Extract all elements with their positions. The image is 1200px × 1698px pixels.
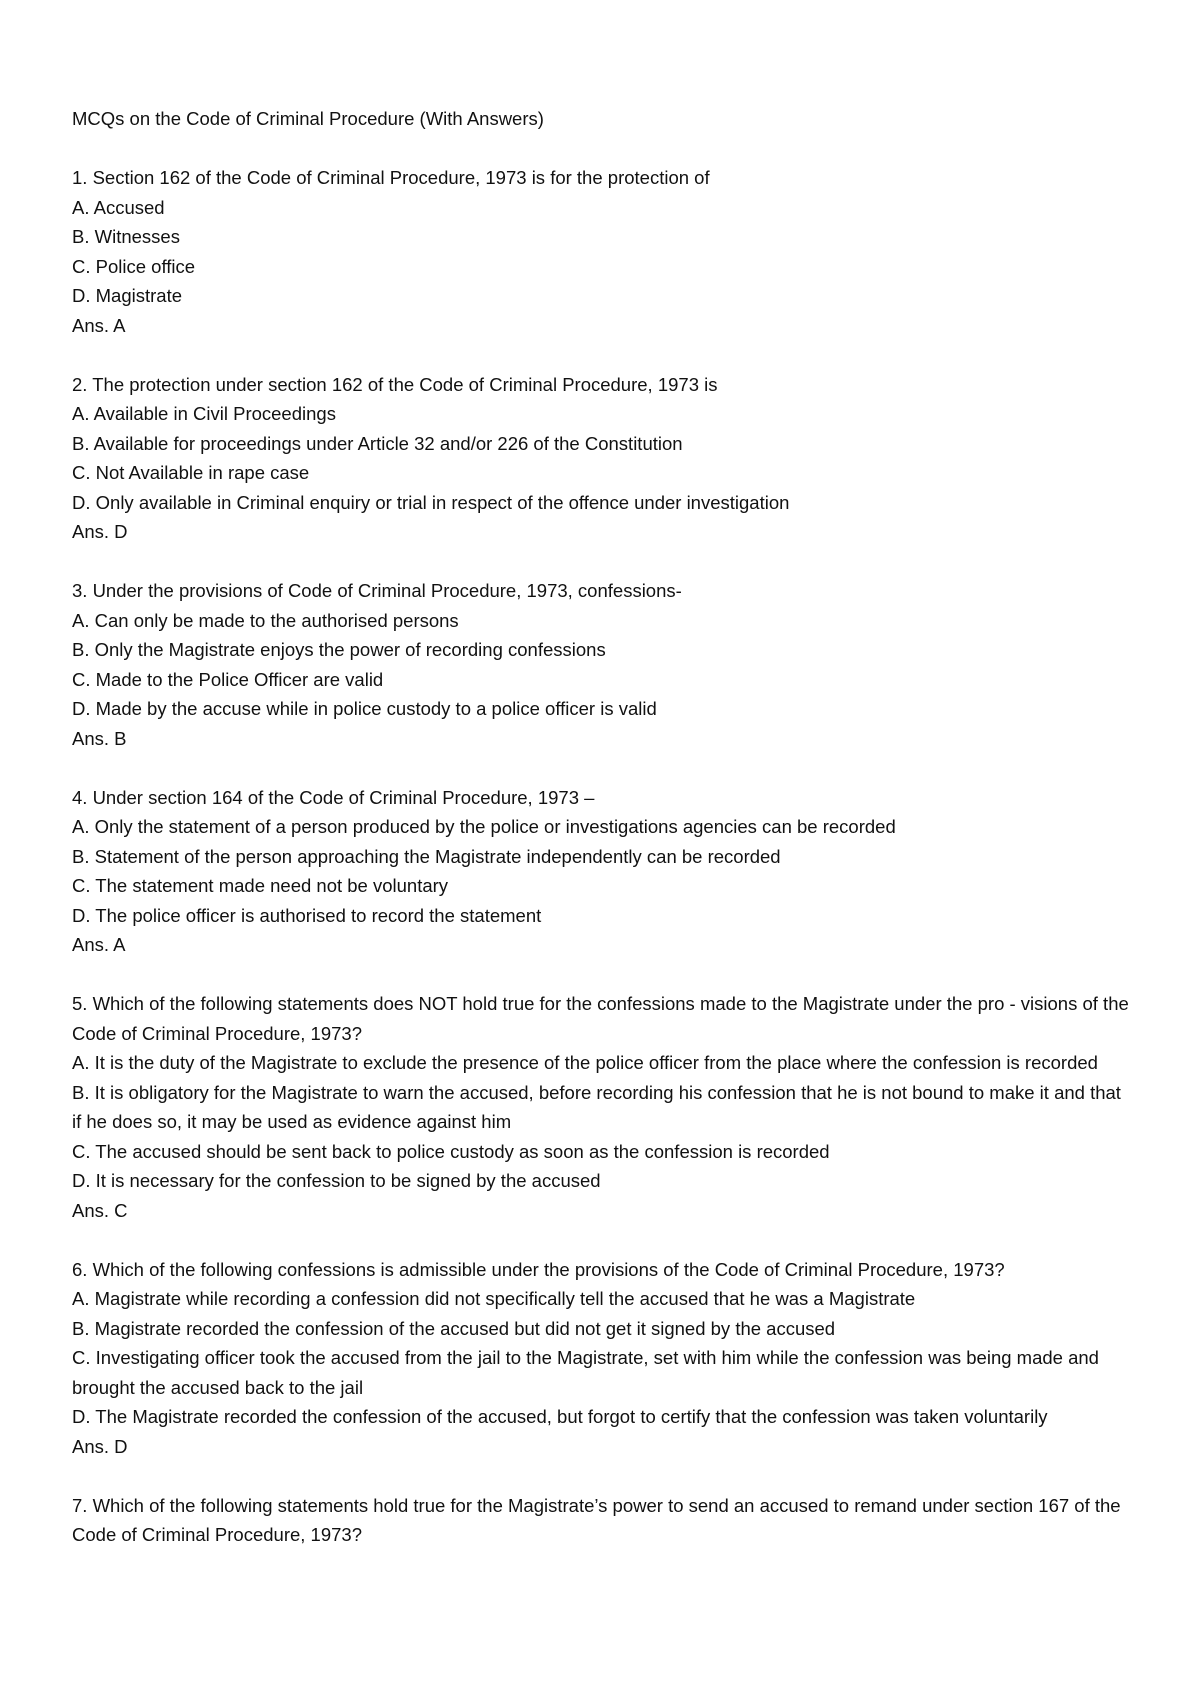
option-c: C. The accused should be sent back to police custody as soon as the confession is recorded xyxy=(72,1140,830,1162)
answer: Ans. B xyxy=(72,727,127,749)
option-a: A. It is the duty of the Magistrate to exclude the presence of the police officer from the place where the confession is recorded xyxy=(72,1052,1098,1073)
option-c: C. Investigating officer took the accused from the jail to the Magistrate, set with him while the confession was being made and brought the accused back to the jail xyxy=(72,1347,1099,1398)
question-7 xyxy=(72,1491,1132,1550)
question-text: 7. Which of the following statements hold true for the Magistrate’s power to send an accused to remand under section 167 of the Code of Criminal Procedure, 1973? xyxy=(72,1494,1121,1545)
answer: Ans. D xyxy=(72,1435,128,1457)
question-1 xyxy=(72,163,1132,340)
option-a: A. Accused xyxy=(72,196,165,218)
option-b: B. Statement of the person approaching the Magistrate independently can be recorded xyxy=(72,845,781,867)
option-b: B. Magistrate recorded the confession of the accused but did not get it signed by the accused xyxy=(72,1317,836,1339)
question-4 xyxy=(72,783,1132,960)
question-5 xyxy=(72,989,1132,1225)
option-d: D. Magistrate xyxy=(72,285,183,306)
option-b: B. Only the Magistrate enjoys the power of recording confessions xyxy=(72,639,606,660)
option-d: D. Made by the accuse while in police custody to a police officer is valid xyxy=(72,698,657,719)
option-c: C. Police office xyxy=(72,255,196,277)
option-d: D. The police officer is authorised to record the statement xyxy=(72,904,542,926)
question-6 xyxy=(72,1255,1132,1462)
option-c: C. Made to the Police Officer are valid xyxy=(72,668,384,690)
question-text: 3. Under the provisions of Code of Criminal Procedure, 1973, confessions- xyxy=(72,580,682,601)
option-c: C. The statement made need not be voluntary xyxy=(72,875,449,896)
question-text: 2. The protection under section 162 of the Code of Criminal Procedure, 1973 is xyxy=(72,373,718,395)
question-text: 4. Under section 164 of the Code of Criminal Procedure, 1973 – xyxy=(72,786,595,808)
answer: Ans. C xyxy=(72,1199,128,1221)
answer: Ans. D xyxy=(72,521,128,542)
option-b: B. Available for proceedings under Article 32 and/or 226 of the Constitution xyxy=(72,432,683,454)
option-a: A. Only the statement of a person produced by the police or investigations agencies can be recorded xyxy=(72,816,896,837)
question-text: 6. Which of the following confessions is admissible under the provisions of the Code of Criminal Procedure, 1973? xyxy=(72,1258,1005,1280)
option-a: A. Can only be made to the authorised persons xyxy=(72,609,459,631)
question-3 xyxy=(72,576,1132,753)
option-c: C. Not Available in rape case xyxy=(72,462,310,483)
option-d: D. The Magistrate recorded the confession of the accused, but forgot to certify that the confession was taken voluntarily xyxy=(72,1406,1048,1427)
question-text: 1. Section 162 of the Code of Criminal Procedure, 1973 is for the protection of xyxy=(72,167,710,188)
option-b: B. It is obligatory for the Magistrate to warn the accused, before recording his confession that he is not bound to make it and that if he does so, it may be used as evidence against him xyxy=(72,1081,1121,1132)
option-a: A. Available in Civil Proceedings xyxy=(72,403,336,424)
option-a: A. Magistrate while recording a confession did not specifically tell the accused that he was a Magistrate xyxy=(72,1288,916,1309)
document-page xyxy=(72,104,1132,1579)
question-text: 5. Which of the following statements does NOT hold true for the confessions made to the Magistrate under the pro - visions of the Code of Criminal Procedure, 1973? xyxy=(72,993,1129,1044)
option-d: D. It is necessary for the confession to be signed by the accused xyxy=(72,1170,601,1191)
question-2 xyxy=(72,370,1132,547)
option-b: B. Witnesses xyxy=(72,226,180,247)
answer: Ans. A xyxy=(72,314,126,336)
option-d: D. Only available in Criminal enquiry or trial in respect of the offence under investigation xyxy=(72,491,790,513)
document-title: MCQs on the Code of Criminal Procedure (With Answers) xyxy=(72,108,544,129)
answer: Ans. A xyxy=(72,934,126,955)
